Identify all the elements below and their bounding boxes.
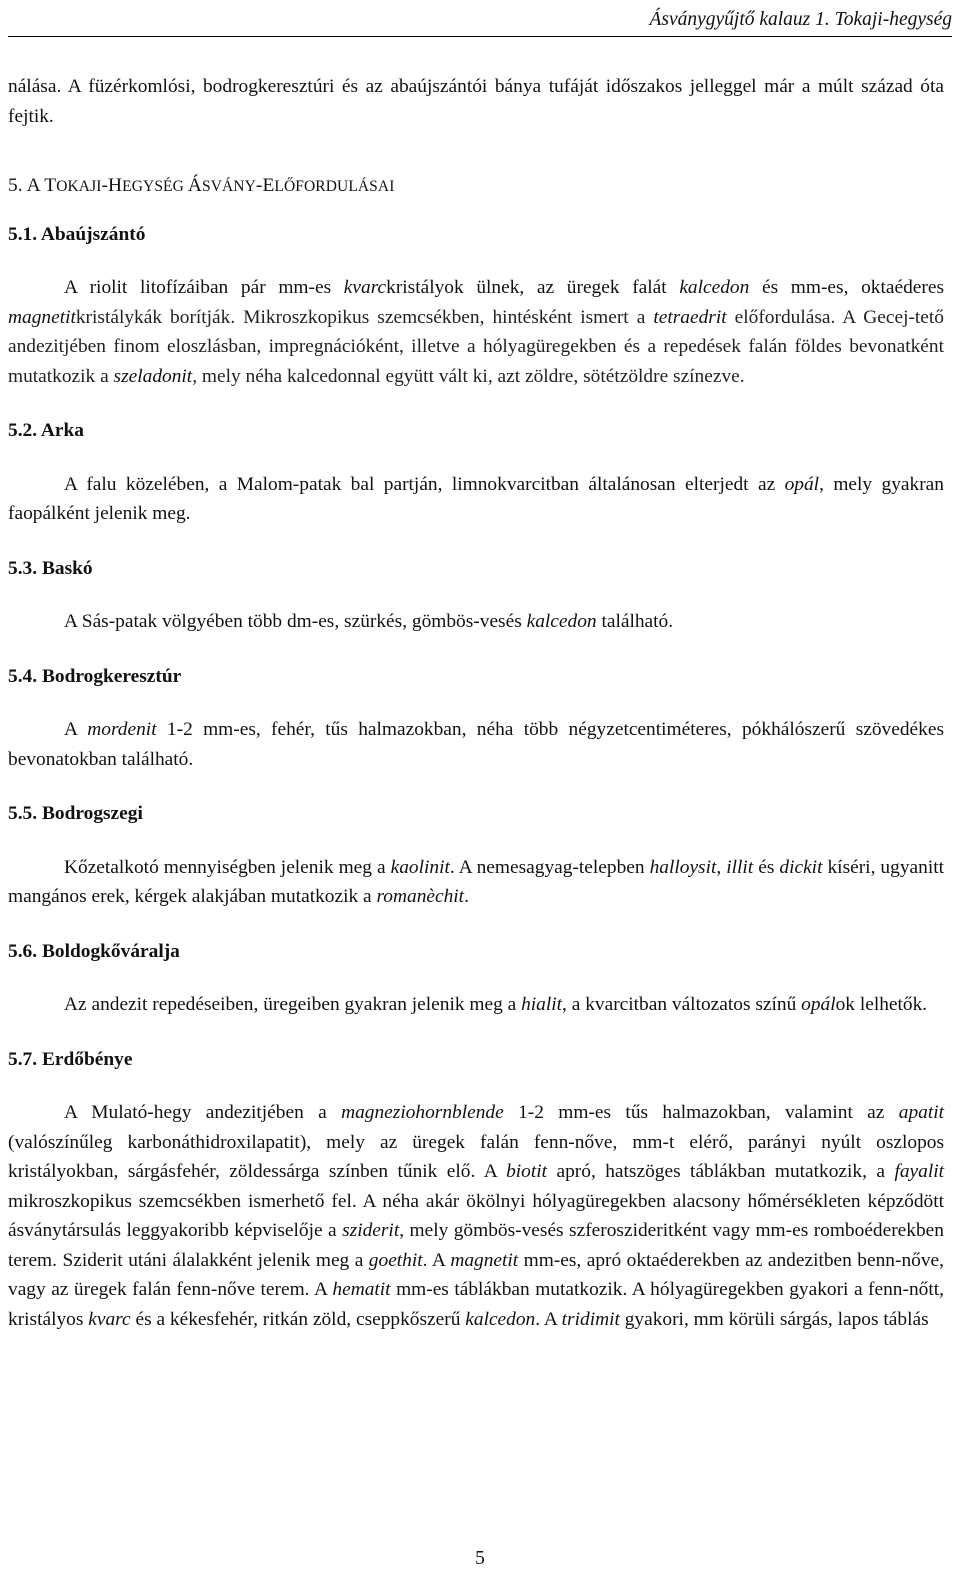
section-heading: 5.4. Bodrogkeresztúr	[8, 665, 182, 687]
section-paragraph: A riolit litofízáiban pár mm-es kvarckristályok ülnek, az üregek falát kalcedon és mm-es, oktaéderes magnetitkristálykák borítják. Mikroszkopikus szemcsékben, hintésként ismert a tetraedrit előfordulása. A Gecej-tető andezitjében finom eloszlásban, impregnációként, illetve a hólyagüregekben és a repedések falán földes bevonatként mutatkozik a szeladonit, mely néha kalcedonnal együtt vált ki, azt zöldre, sötétzöldre színezve.	[8, 277, 944, 387]
section-heading: 5.6. Boldogkőváralja	[8, 940, 180, 962]
chapter-heading: 5. A TOKAJI-HEGYSÉG ÁSVÁNY-ELŐFORDULÁSAI	[8, 175, 395, 196]
running-header	[8, 6, 952, 37]
section-paragraph: A mordenit 1-2 mm-es, fehér, tűs halmazokban, néha több négyzetcentiméteres, pókhálószerű szövedékes bevonatokban található.	[8, 719, 945, 770]
section-paragraph: A Mulató-hegy andezitjében a magneziohornblende 1-2 mm-es tűs halmazokban, valamint az apatit (valószínűleg karbonáthidroxilapatit), mely az üregek falán fenn-nőve, mm-t elérő, parányi nyúlt oszlopos kristályokban, sárgásfehér, zöldessárga színben tűnik elő. A biotit apró, hatszöges táblákban mutatkozik, a fayalit mikroszkopikus szemcsékben ismerhető fel. A néha akár ökölnyi hólyagüregekben alacsony hőmérsékleten képződött ásványtársulás leggyakoribb képviselője a sziderit, mely gömbös-vesés szferoszideritként vagy mm-es romboéderekben terem. Sziderit utáni álalakként jelenik meg a goethit. A magnetit mm-es, apró oktaéderekben az andezitben benn-nőve, vagy az üregek falán fenn-nőve terem. A hematit mm-es táblákban mutatkozik. A hólyagüregekben gyakori a fenn-nőtt, kristályos kvarc és a kékesfehér, ritkán zöld, cseppkőszerű kalcedon. A tridimit gyakori, mm körüli sárgás, lapos táblás	[8, 1102, 944, 1330]
section-heading: 5.5. Bodrogszegi	[8, 803, 143, 824]
section-paragraph: A Sás-patak völgyében több dm-es, szürkés, gömbös-vesés kalcedon található.	[64, 611, 674, 632]
section-heading: 5.1. Abaújszántó	[8, 223, 146, 245]
page-number: 5	[475, 1548, 485, 1569]
page-body	[8, 72, 944, 1334]
section-heading: 5.2. Arka	[8, 420, 84, 441]
section-paragraph: Az andezit repedéseiben, üregeiben gyakran jelenik meg a hialit, a kvarcitban változatos színű opálok lelhetők.	[64, 994, 928, 1015]
section-paragraph: Kőzetalkotó mennyiségben jelenik meg a kaolinit. A nemesagyag-telepben halloysit, illit és dickit kíséri, ugyanitt mangános erek, kérgek alakjában mutatkozik a romanèchit.	[8, 856, 944, 907]
section-heading: 5.7. Erdőbénye	[8, 1048, 133, 1070]
section-paragraph: A falu közelében, a Malom-patak bal partján, limnokvarcitban általánosan elterjedt az opál, mely gyakran faopálként jelenik meg.	[8, 473, 944, 524]
intro-paragraph: nálása. A füzérkomlósi, bodrogkeresztúri és az abaújszántói bánya tufáját időszakos jelleggel már a múlt század óta fejtik.	[8, 76, 944, 127]
section-heading: 5.3. Baskó	[8, 557, 93, 579]
header-title: Ásványgyűjtő kalauz 1. Tokaji-hegység	[649, 9, 952, 30]
